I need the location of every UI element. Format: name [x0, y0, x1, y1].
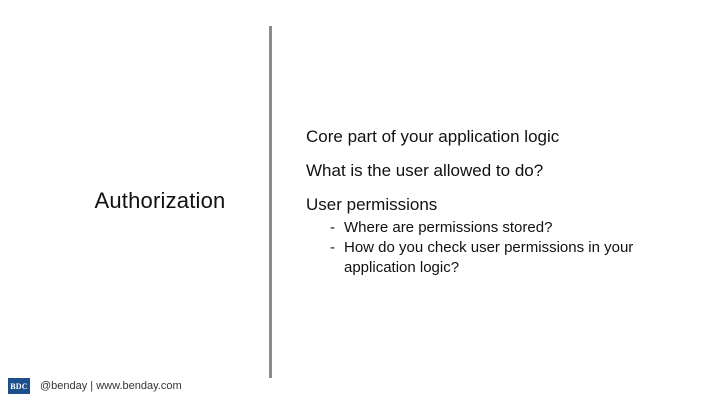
footer — [8, 376, 182, 396]
bullet-item: What is the user allowed to do? — [306, 161, 544, 180]
dash-marker: - — [330, 239, 335, 256]
sub-bullet-list — [306, 218, 706, 278]
bullet-item: User permissions — [306, 195, 438, 214]
sub-bullet-text: How do you check user permissions in your application logic? — [344, 239, 634, 276]
bullet-item: Core part of your application logic — [306, 127, 560, 146]
sub-bullet-item — [330, 218, 706, 238]
vertical-divider — [269, 26, 272, 378]
footer-credit: @benday | www.benday.com — [40, 380, 182, 392]
dash-marker: - — [330, 219, 335, 236]
benday-logo-icon: BDC — [8, 378, 30, 394]
slide-title: Authorization — [94, 188, 226, 213]
sub-bullet-text: Where are permissions stored? — [344, 219, 553, 236]
sub-bullet-item — [330, 238, 706, 278]
slide-content — [306, 126, 706, 278]
